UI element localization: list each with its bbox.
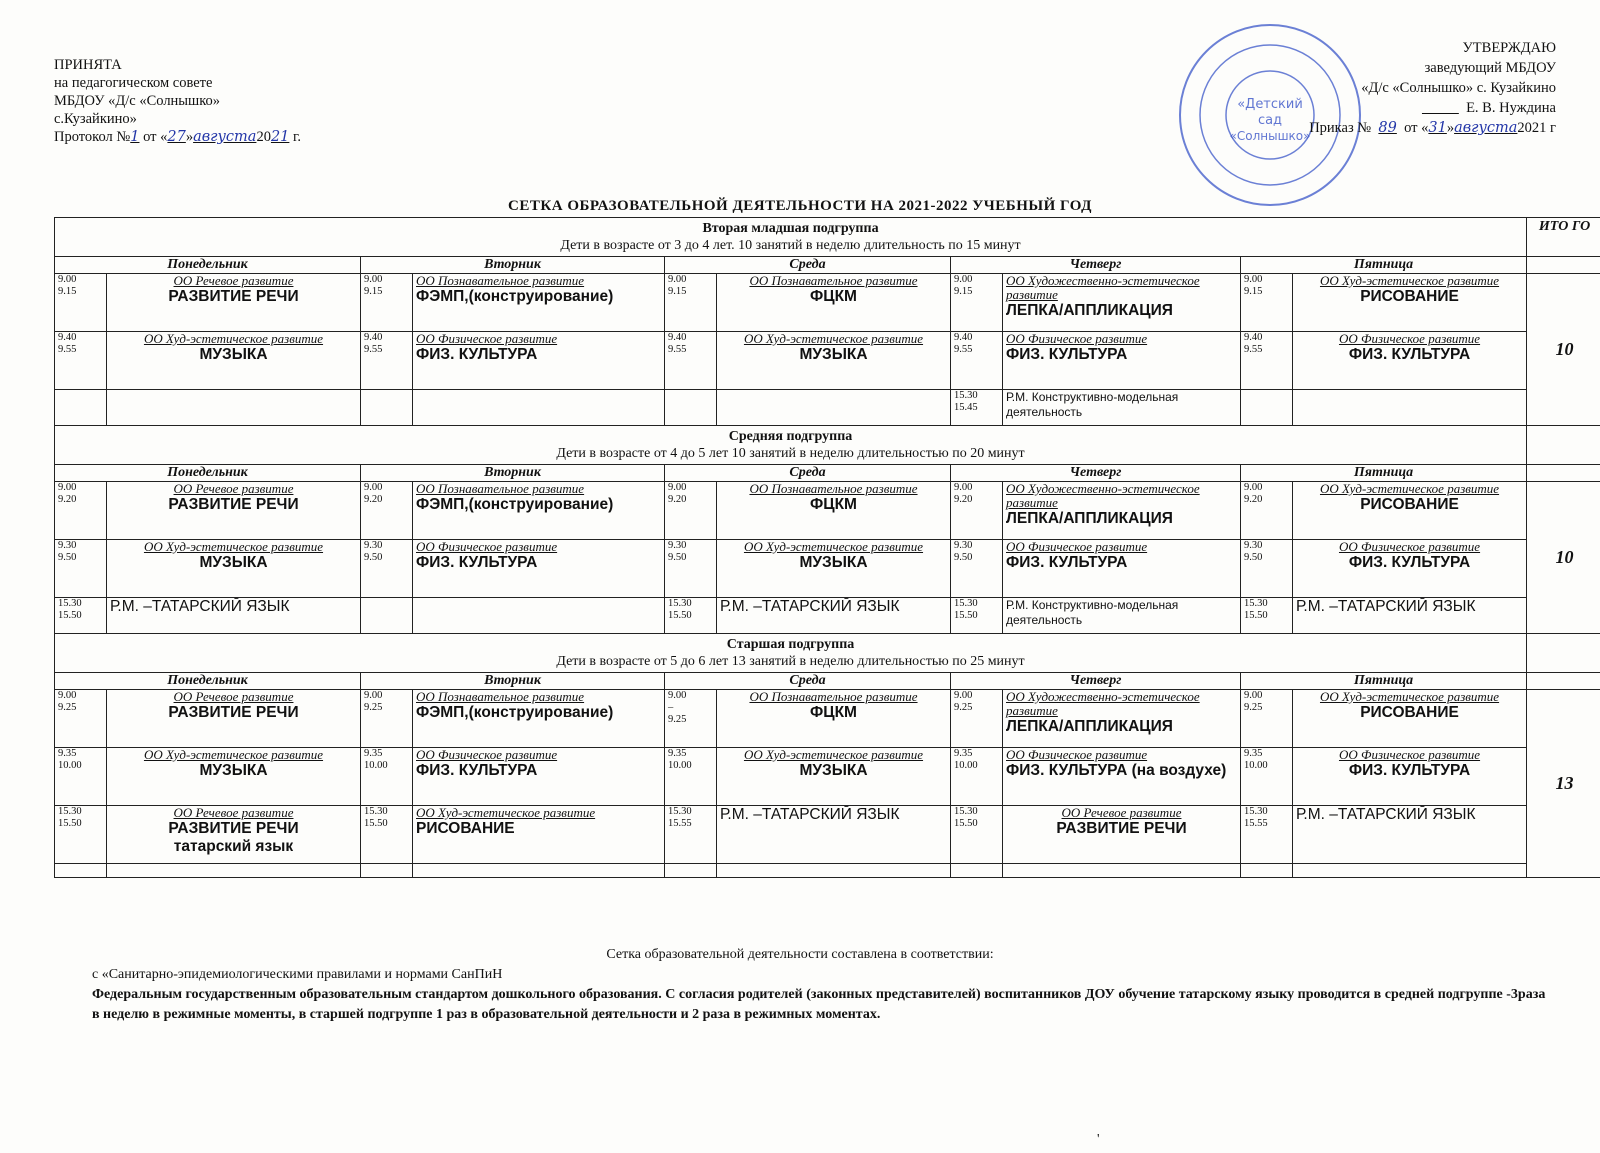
edu-area: ОО Худ-эстетическое развитие <box>143 747 324 762</box>
activity-cell <box>717 690 951 748</box>
time-range: 15.30 15.50 <box>954 806 978 829</box>
activity-name: РИСОВАНИЕ <box>416 820 515 837</box>
time-cell <box>361 748 413 806</box>
activity-cell <box>413 598 665 634</box>
activity-cell <box>1003 482 1241 540</box>
edu-area: ОО Худ-эстетическое развитие <box>1319 689 1500 704</box>
edu-area: ОО Худ-эстетическое развитие <box>143 539 324 554</box>
activity-cell <box>1003 332 1241 390</box>
table-row <box>55 390 1600 426</box>
time-cell <box>55 332 107 390</box>
activity-name: Р.М. –ТАТАРСКИЙ ЯЗЫК <box>720 598 900 615</box>
svg-text:сад: сад <box>1257 113 1283 128</box>
activity-cell <box>413 690 665 748</box>
activity-cell <box>1003 274 1241 332</box>
time-range: 9.30 9.50 <box>668 540 687 563</box>
activity-cell <box>1293 274 1527 332</box>
time-cell <box>665 390 717 426</box>
day-header: Среда <box>665 673 951 690</box>
edu-area: ОО Худ-эстетическое развитие <box>1319 481 1500 496</box>
time-range: 15.30 15.50 <box>58 598 82 621</box>
activity-cell <box>413 482 665 540</box>
footer-note <box>0 945 1600 1025</box>
time-cell <box>1241 540 1293 598</box>
edu-area: ОО Познавательное развитие <box>416 481 585 496</box>
activity-name: РИСОВАНИЕ <box>1360 496 1459 513</box>
activity-cell <box>717 482 951 540</box>
activity-name: РИСОВАНИЕ <box>1360 704 1459 721</box>
time-range: 9.40 9.55 <box>1244 332 1263 355</box>
order-day: 31 <box>1428 120 1447 136</box>
protocol-number: 1 <box>130 129 140 145</box>
time-cell <box>951 390 1003 426</box>
time-cell <box>361 540 413 598</box>
itogo-header: ИТО ГО <box>1527 218 1600 257</box>
time-range: 9.35 10.00 <box>1244 748 1268 771</box>
activity-cell <box>1293 690 1527 748</box>
time-range: 9.00 9.15 <box>364 274 383 297</box>
page-title: СЕТКА ОБРАЗОВАТЕЛЬНОЙ ДЕЯТЕЛЬНОСТИ НА 2021-2022 УЧЕБНЫЙ ГОД <box>508 198 1092 214</box>
time-range: 9.30 9.50 <box>954 540 973 563</box>
scan-mark: ' <box>1097 1132 1100 1147</box>
activity-cell <box>413 332 665 390</box>
time-cell <box>951 332 1003 390</box>
activity-cell <box>413 864 665 878</box>
time-cell <box>1241 864 1293 878</box>
time-range: 9.35 10.00 <box>954 748 978 771</box>
time-cell <box>951 806 1003 864</box>
activity-cell <box>107 482 361 540</box>
activity-cell <box>107 748 361 806</box>
edu-area: ОО Познавательное развитие <box>749 689 918 704</box>
time-range: 9.40 9.55 <box>954 332 973 355</box>
activity-name: РАЗВИТИЕ РЕЧИ <box>168 496 299 513</box>
edu-area: ОО Речевое развитие <box>1061 805 1182 820</box>
activity-name: ЛЕПКА/АППЛИКАЦИЯ <box>1006 302 1173 319</box>
time-range: 9.40 9.55 <box>58 332 77 355</box>
edu-area: ОО Худ-эстетическое развитие <box>743 747 924 762</box>
time-cell <box>951 690 1003 748</box>
section-header <box>55 426 1600 465</box>
activity-name: МУЗЫКА <box>799 762 868 779</box>
activity-name: РАЗВИТИЕ РЕЧИ <box>168 820 299 837</box>
time-cell <box>1241 748 1293 806</box>
edu-area: ОО Речевое развитие <box>173 805 294 820</box>
activity-cell <box>107 690 361 748</box>
edu-area: ОО Худ-эстетическое развитие <box>1319 273 1500 288</box>
time-cell <box>665 274 717 332</box>
time-cell <box>951 540 1003 598</box>
activity-name: ФИЗ. КУЛЬТУРА <box>1348 762 1471 779</box>
group-description: Дети в возрасте от 4 до 5 лет 10 занятий в неделю длительностью по 20 минут <box>556 446 1025 461</box>
table-row <box>55 806 1600 864</box>
day-header: Четверг <box>951 465 1241 482</box>
activity-cell <box>1003 690 1241 748</box>
activity-name: ФИЗ. КУЛЬТУРА <box>1006 346 1128 363</box>
time-range: 15.30 15.55 <box>668 806 692 829</box>
activity-name: ФИЗ. КУЛЬТУРА <box>1348 554 1471 571</box>
total-spacer <box>1527 673 1600 690</box>
time-cell <box>55 690 107 748</box>
group-name: Старшая подгруппа <box>726 637 855 652</box>
time-cell <box>361 690 413 748</box>
time-range: 9.35 10.00 <box>668 748 692 771</box>
activity-cell <box>717 332 951 390</box>
time-cell <box>665 806 717 864</box>
time-range: 9.40 9.55 <box>668 332 687 355</box>
activity-cell <box>107 332 361 390</box>
activity-cell <box>1293 540 1527 598</box>
edu-area: ОО Художественно-эстетическое развитие <box>1006 689 1200 718</box>
activity-name: МУЗЫКА <box>199 762 268 779</box>
table-row <box>55 864 1600 878</box>
time-cell <box>1241 482 1293 540</box>
table-row <box>55 690 1600 748</box>
edu-area: ОО Речевое развитие <box>173 689 294 704</box>
section-title <box>55 218 1527 257</box>
activity-name: РИСОВАНИЕ <box>1360 288 1459 305</box>
edu-area: ОО Речевое развитие <box>173 481 294 496</box>
activity-name: ФИЗ. КУЛЬТУРА (на воздухе) <box>1006 762 1227 779</box>
edu-area: ОО Физическое развитие <box>1338 747 1481 762</box>
section-title <box>55 426 1527 465</box>
activity-cell <box>1293 598 1527 634</box>
activity-cell <box>1293 748 1527 806</box>
activity-name: Р.М. –ТАТАРСКИЙ ЯЗЫК <box>1296 806 1476 823</box>
activity-name: ЛЕПКА/АППЛИКАЦИЯ <box>1006 718 1173 735</box>
activity-cell <box>1293 390 1527 426</box>
activity-cell <box>717 864 951 878</box>
time-cell <box>1241 806 1293 864</box>
day-header: Понедельник <box>55 257 361 274</box>
activity-name: ФИЗ. КУЛЬТУРА <box>416 554 538 571</box>
time-cell <box>55 748 107 806</box>
activity-cell <box>107 864 361 878</box>
time-range: 9.00 9.20 <box>58 482 77 505</box>
institution-name: МБДОУ «Д/с «Солнышко» <box>54 93 221 109</box>
activity-cell <box>413 390 665 426</box>
activity-cell <box>107 806 361 864</box>
time-cell <box>361 332 413 390</box>
total-count: 10 <box>1527 274 1600 426</box>
total-spacer <box>1527 465 1600 482</box>
day-header: Вторник <box>361 673 665 690</box>
activity-name: Р.М. –ТАТАРСКИЙ ЯЗЫК <box>1296 598 1476 615</box>
activity-cell <box>413 274 665 332</box>
activity-name: Р.М. –ТАТАРСКИЙ ЯЗЫК <box>720 806 900 823</box>
order-line: Приказ № 89 от «31»августа2021 г <box>1309 120 1556 136</box>
time-range: 9.00 9.15 <box>668 274 687 297</box>
days-row <box>55 673 1600 690</box>
time-cell <box>1241 598 1293 634</box>
signature-line <box>1309 98 1556 118</box>
time-cell <box>55 598 107 634</box>
head-institution: «Д/с «Солнышко» с. Кузайкино <box>1361 80 1556 96</box>
time-range: 9.00 9.15 <box>954 274 973 297</box>
time-range: 9.00 9.15 <box>58 274 77 297</box>
activity-name: ФИЗ. КУЛЬТУРА <box>1348 346 1471 363</box>
activity-cell <box>1003 748 1241 806</box>
signature-icon <box>1422 100 1459 116</box>
time-cell <box>665 864 717 878</box>
footer-line-3: Федеральным государственным образовательным стандартом дошкольного образования. С согласия родителей (законных представителей) воспитанников ДОУ обучение татарскому языку проводится в средней подгруппе -3раза в неделю в режимные моменты, в старшей подгруппе 1 раз в образовательной деятельности и 2 раза в режимных моментах. <box>92 987 1546 1022</box>
time-cell <box>951 748 1003 806</box>
protocol-day: 27 <box>167 129 186 145</box>
total-spacer <box>1527 257 1600 274</box>
activity-name: ФЭМП,(конструирование) <box>416 704 614 721</box>
header-right <box>1309 38 1556 138</box>
time-cell <box>951 482 1003 540</box>
table-row <box>55 598 1600 634</box>
day-header: Пятница <box>1241 465 1527 482</box>
itogo-header <box>1527 634 1600 673</box>
day-header: Среда <box>665 257 951 274</box>
time-cell <box>55 540 107 598</box>
time-cell <box>361 864 413 878</box>
time-range: 9.40 9.55 <box>364 332 383 355</box>
time-range: 9.00 9.20 <box>364 482 383 505</box>
accepted-label: ПРИНЯТА <box>54 57 122 73</box>
edu-area: ОО Познавательное развитие <box>416 689 585 704</box>
time-range: 9.35 10.00 <box>364 748 388 771</box>
activity-name: ФЦКМ <box>810 496 857 513</box>
order-number: 89 <box>1378 120 1397 136</box>
activity-name: ФИЗ. КУЛЬТУРА <box>1006 554 1128 571</box>
time-cell <box>361 598 413 634</box>
activity-name: РАЗВИТИЕ РЕЧИ <box>168 288 299 305</box>
time-range: 9.00 9.25 <box>954 690 973 713</box>
activity-note: Р.М. Конструктивно-модельная деятельность <box>1006 390 1179 419</box>
village-name: с.Кузайкино» <box>54 111 137 127</box>
activity-cell <box>1293 482 1527 540</box>
activity-name: ЛЕПКА/АППЛИКАЦИЯ <box>1006 510 1173 527</box>
table-row <box>55 482 1600 540</box>
time-cell <box>55 274 107 332</box>
time-cell <box>951 864 1003 878</box>
protocol-line: Протокол №1 от «27»августа2021 г. <box>54 129 301 145</box>
day-header: Вторник <box>361 465 665 482</box>
time-range: 9.00 9.25 <box>364 690 383 713</box>
head-position: заведующий МБДОУ <box>1424 60 1556 76</box>
approve-label: УТВЕРЖДАЮ <box>1462 40 1556 56</box>
activity-cell <box>1293 806 1527 864</box>
edu-area: ОО Познавательное развитие <box>416 273 585 288</box>
activity-name: ФЦКМ <box>810 288 857 305</box>
schedule-table <box>54 217 1600 878</box>
activity-cell <box>107 598 361 634</box>
time-range: 9.30 9.50 <box>364 540 383 563</box>
activity-cell <box>1003 864 1241 878</box>
edu-area: ОО Худ-эстетическое развитие <box>743 539 924 554</box>
protocol-month: августа <box>193 129 257 145</box>
activity-subname: татарский язык <box>173 838 294 855</box>
time-cell <box>665 748 717 806</box>
edu-area: ОО Речевое развитие <box>173 273 294 288</box>
time-cell <box>55 864 107 878</box>
activity-name: Р.М. –ТАТАРСКИЙ ЯЗЫК <box>110 598 290 615</box>
activity-name: ФИЗ. КУЛЬТУРА <box>416 346 538 363</box>
section-header <box>55 218 1600 257</box>
edu-area: ОО Физическое развитие <box>1006 539 1148 554</box>
activity-cell <box>717 390 951 426</box>
protocol-year: 21 <box>270 129 290 145</box>
activity-name: ФЭМП,(конструирование) <box>416 496 614 513</box>
time-cell <box>361 806 413 864</box>
time-cell <box>951 274 1003 332</box>
days-row <box>55 257 1600 274</box>
edu-area: ОО Физическое развитие <box>416 331 558 346</box>
time-range: 9.00 9.15 <box>1244 274 1263 297</box>
activity-name: МУЗЫКА <box>799 346 868 363</box>
time-range: 9.00 9.25 <box>58 690 77 713</box>
time-range: 9.00 9.20 <box>1244 482 1263 505</box>
head-name: Е. В. Нуждина <box>1466 100 1556 116</box>
activity-name: ФЦКМ <box>810 704 857 721</box>
footer-line-1: Сетка образовательной деятельности составлена в соответствии: <box>606 947 994 962</box>
time-range: 9.00 9.25 <box>1244 690 1263 713</box>
edu-area: ОО Худ-эстетическое развитие <box>416 805 596 820</box>
section-header <box>55 634 1600 673</box>
day-header: Четверг <box>951 673 1241 690</box>
activity-cell <box>413 540 665 598</box>
activity-name: РАЗВИТИЕ РЕЧИ <box>168 704 299 721</box>
svg-text:«Солнышко»: «Солнышко» <box>1229 129 1311 143</box>
time-cell <box>665 598 717 634</box>
time-range: 9.00 9.20 <box>954 482 973 505</box>
edu-area: ОО Физическое развитие <box>1338 539 1481 554</box>
edu-area: ОО Физическое развитие <box>1338 331 1481 346</box>
day-header: Вторник <box>361 257 665 274</box>
edu-area: ОО Познавательное развитие <box>749 273 918 288</box>
day-header: Понедельник <box>55 673 361 690</box>
time-cell <box>665 482 717 540</box>
time-range: 15.30 15.50 <box>954 598 978 621</box>
section-title <box>55 634 1527 673</box>
activity-cell <box>1003 598 1241 634</box>
activity-cell <box>1003 540 1241 598</box>
time-cell <box>55 482 107 540</box>
time-cell <box>665 332 717 390</box>
activity-cell <box>1293 332 1527 390</box>
activity-cell <box>1293 864 1527 878</box>
time-range: 15.30 15.45 <box>954 390 978 413</box>
activity-cell <box>107 390 361 426</box>
time-range: 9.35 10.00 <box>58 748 82 771</box>
edu-area: ОО Худ-эстетическое развитие <box>143 331 324 346</box>
day-header: Пятница <box>1241 257 1527 274</box>
table-row <box>55 332 1600 390</box>
day-header: Понедельник <box>55 465 361 482</box>
activity-name: МУЗЫКА <box>199 554 268 571</box>
time-cell <box>951 598 1003 634</box>
time-range: 15.30 15.50 <box>364 806 388 829</box>
days-row <box>55 465 1600 482</box>
table-row <box>55 274 1600 332</box>
edu-area: ОО Физическое развитие <box>416 539 558 554</box>
activity-name: МУЗЫКА <box>199 346 268 363</box>
activity-name: МУЗЫКА <box>799 554 868 571</box>
time-cell <box>1241 274 1293 332</box>
time-cell <box>55 806 107 864</box>
activity-name: ФИЗ. КУЛЬТУРА <box>416 762 538 779</box>
time-range: 15.30 15.50 <box>1244 598 1268 621</box>
table-row <box>55 540 1600 598</box>
activity-cell <box>413 806 665 864</box>
time-cell <box>1241 390 1293 426</box>
activity-cell <box>1003 390 1241 426</box>
time-cell <box>1241 690 1293 748</box>
activity-cell <box>717 274 951 332</box>
group-name: Средняя подгруппа <box>728 429 853 444</box>
time-cell <box>1241 332 1293 390</box>
time-range: 9.30 9.50 <box>58 540 77 563</box>
time-cell <box>361 274 413 332</box>
edu-area: ОО Художественно-эстетическое развитие <box>1006 481 1200 510</box>
time-range: 9.00 – 9.25 <box>668 690 687 725</box>
time-range: 9.30 9.50 <box>1244 540 1263 563</box>
total-count: 10 <box>1527 482 1600 634</box>
footer-line-2: с «Санитарно-эпидемиологическими правилами и нормами СанПиН <box>92 967 503 982</box>
activity-cell <box>717 598 951 634</box>
edu-area: ОО Познавательное развитие <box>749 481 918 496</box>
time-range: 9.00 9.20 <box>668 482 687 505</box>
activity-cell <box>1003 806 1241 864</box>
group-description: Дети в возрасте от 5 до 6 лет 13 занятий в неделю длительностью по 25 минут <box>556 654 1025 669</box>
activity-cell <box>107 274 361 332</box>
edu-area: ОО Художественно-эстетическое развитие <box>1006 273 1200 302</box>
group-name: Вторая младшая подгруппа <box>702 221 879 236</box>
time-range: 15.30 15.50 <box>668 598 692 621</box>
day-header: Среда <box>665 465 951 482</box>
time-cell <box>55 390 107 426</box>
time-cell <box>361 482 413 540</box>
edu-area: ОО Физическое развитие <box>1006 331 1148 346</box>
council-label: на педагогическом совете <box>54 75 213 91</box>
activity-cell <box>717 748 951 806</box>
activity-cell <box>717 806 951 864</box>
activity-cell <box>107 540 361 598</box>
time-cell <box>361 390 413 426</box>
activity-cell <box>413 748 665 806</box>
svg-text:«Детский: «Детский <box>1237 97 1303 112</box>
order-month: августа <box>1454 120 1518 136</box>
itogo-header <box>1527 426 1600 465</box>
time-range: 15.30 15.55 <box>1244 806 1268 829</box>
total-count: 13 <box>1527 690 1600 878</box>
activity-cell <box>717 540 951 598</box>
day-header: Четверг <box>951 257 1241 274</box>
day-header: Пятница <box>1241 673 1527 690</box>
edu-area: ОО Худ-эстетическое развитие <box>743 331 924 346</box>
activity-note: Р.М. Конструктивно-модельная деятельность <box>1006 598 1179 627</box>
time-cell <box>665 690 717 748</box>
edu-area: ОО Физическое развитие <box>416 747 558 762</box>
header-left <box>54 56 301 146</box>
activity-name: РАЗВИТИЕ РЕЧИ <box>1056 820 1187 837</box>
table-row <box>55 748 1600 806</box>
group-description: Дети в возрасте от 3 до 4 лет. 10 занятий в неделю длительность по 15 минут <box>560 238 1021 253</box>
time-range: 15.30 15.50 <box>58 806 82 829</box>
edu-area: ОО Физическое развитие <box>1006 747 1148 762</box>
activity-name: ФЭМП,(конструирование) <box>416 288 614 305</box>
time-cell <box>665 540 717 598</box>
